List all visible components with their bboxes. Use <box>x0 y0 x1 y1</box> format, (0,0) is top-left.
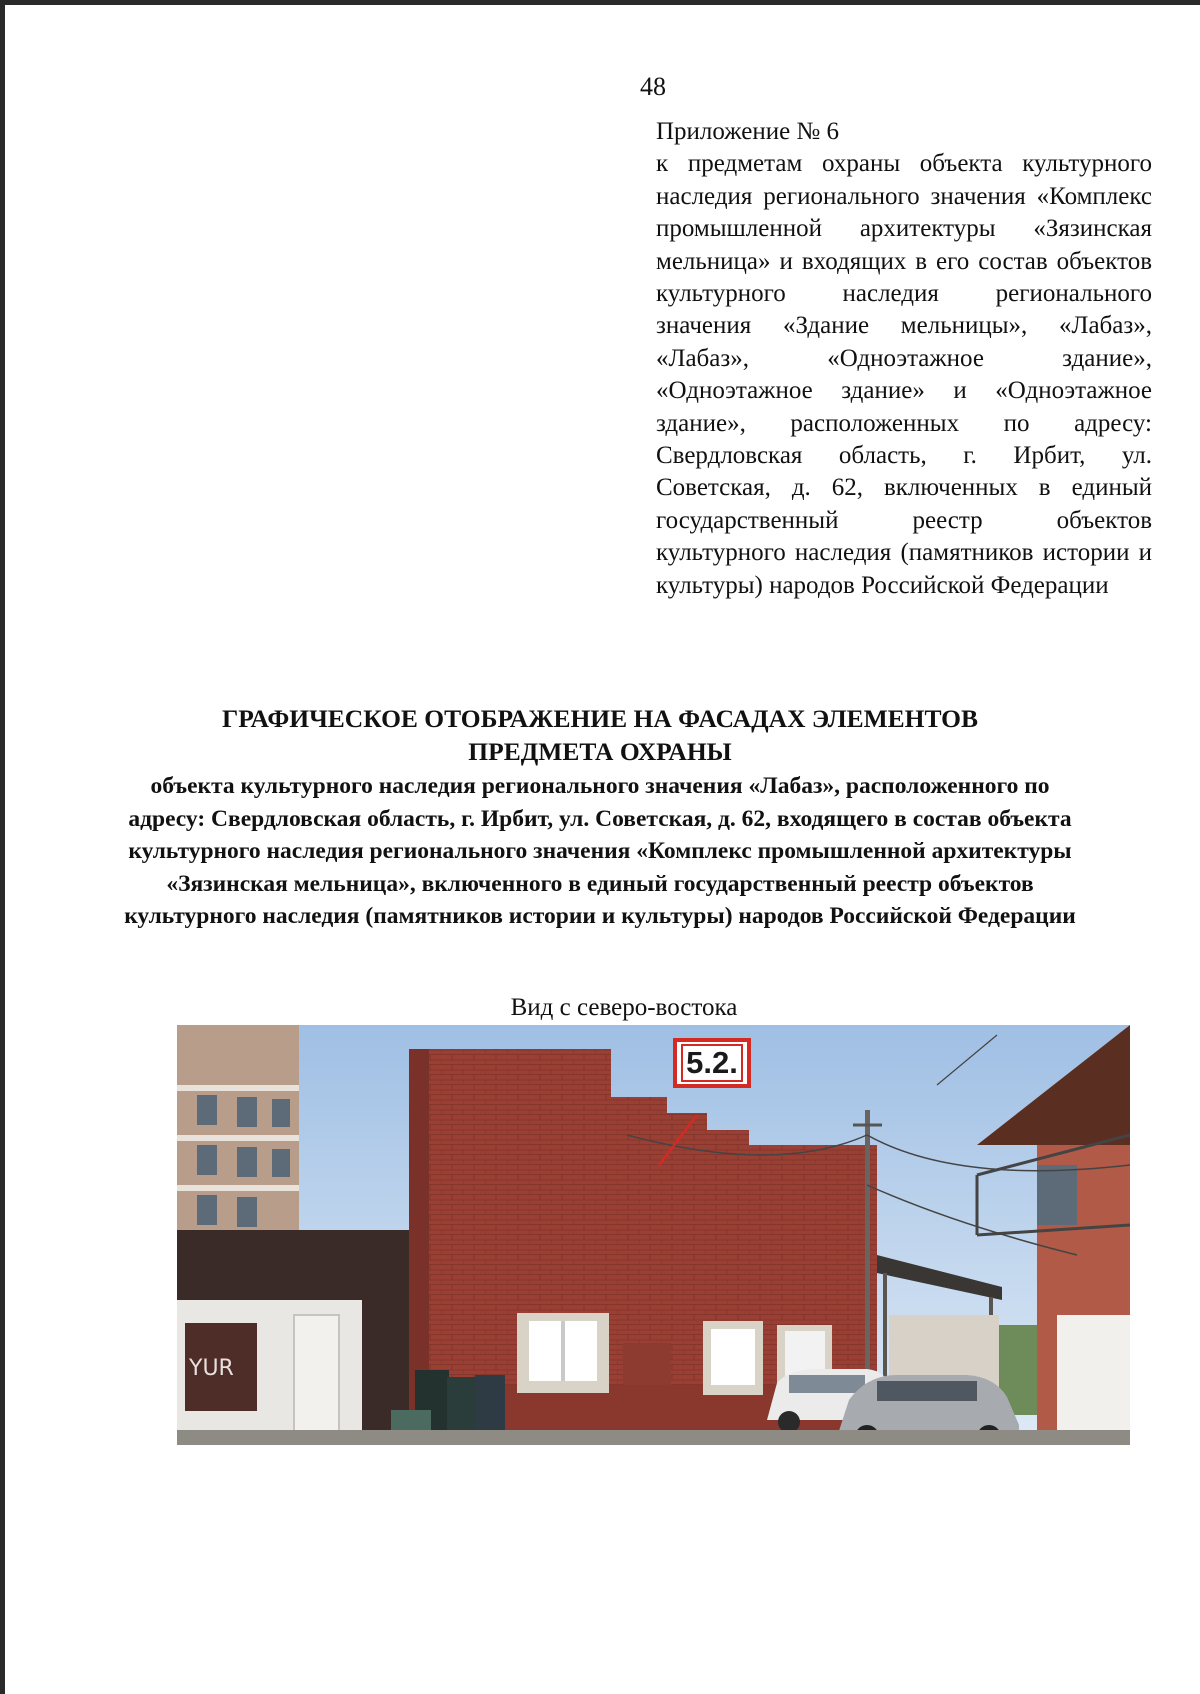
heading-line-1: ГРАФИЧЕСКОЕ ОТОБРАЖЕНИЕ НА ФАСАДАХ ЭЛЕМЕНТОВ <box>222 704 978 733</box>
facade-photo <box>177 1025 1130 1445</box>
scan-edge-top <box>0 0 1200 5</box>
protection-element-marker <box>673 1038 751 1088</box>
heading-line-2: ПРЕДМЕТА ОХРАНЫ <box>468 737 732 766</box>
photo-caption: Вид с северо-востока <box>510 994 738 1021</box>
marker-label: 5.2. <box>681 1044 743 1082</box>
page-number: 48 <box>640 72 666 101</box>
graffiti: YUR <box>189 1356 234 1381</box>
white-shed <box>177 1300 362 1445</box>
apartment-block <box>177 1025 299 1240</box>
scan-edge-left <box>0 0 5 1694</box>
appendix-title: Приложение № 6 <box>656 118 840 145</box>
heading-subtitle: объекта культурного наследия регионального значения «Лабаз», расположенного по адресу: Свердловская область, г. Ирбит, ул. Советская, д. 62, входящего в состав объекта культурного наследия регионального значения «Комплекс промышленной архитектуры «Зязинская мельница», включенного в единый государственный реестр объектов культурного наследия (памятников истории и культуры) народов Российской Федерации <box>124 773 1076 929</box>
appendix-body: к предметам охраны объекта культурного наследия регионального значения «Комплекс промышленной архитектуры «Зязинская мельница» и входящих в его состав объектов культурного наследия регионального значения «Здание мельницы», «Лабаз», «Лабаз», «Одноэтажное здание», «Одноэтажное здание» и «Одноэтажное здание», расположенных по адресу: Свердловская область, г. Ирбит, ул. Советская, д. 62, включенных в единый государственный реестр объектов культурного наследия (памятников истории и культуры) народов Российской Федерации <box>656 150 1152 599</box>
ground <box>177 1430 1130 1445</box>
document-heading <box>120 702 1080 933</box>
appendix-block <box>656 116 1152 602</box>
